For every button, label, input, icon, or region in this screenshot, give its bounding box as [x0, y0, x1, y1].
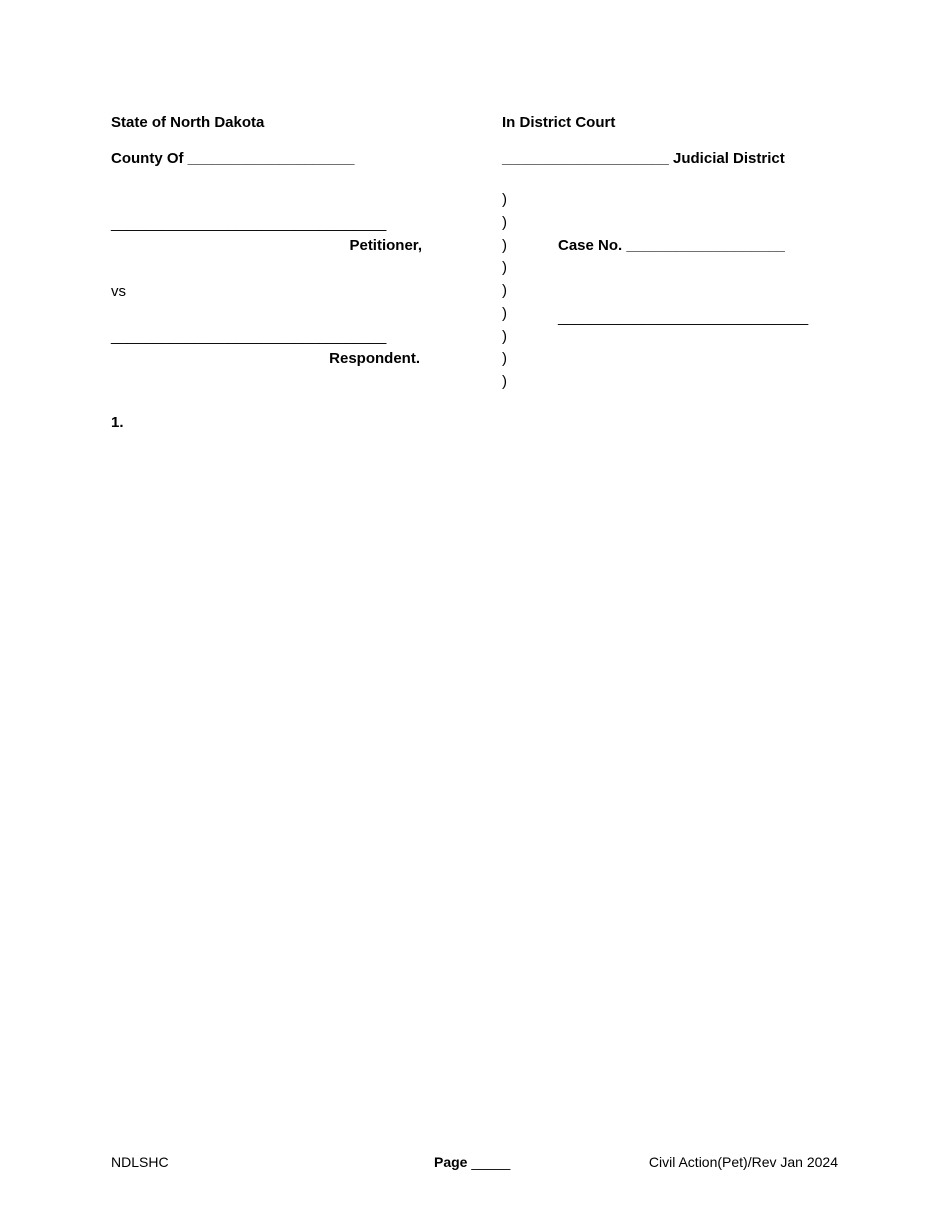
judicial-district-field: ____________________ Judicial District [502, 150, 785, 167]
respondent-label: Respondent. [329, 350, 420, 367]
caption-paren: ) [502, 305, 507, 322]
footer-page-blank: _____ [467, 1154, 511, 1170]
footer-org: NDLSHC [111, 1154, 169, 1170]
caption-paren: ) [502, 259, 507, 276]
petitioner-name-line: _________________________________ [111, 215, 387, 232]
caption-paren: ) [502, 191, 507, 208]
court-heading: In District Court [502, 114, 616, 131]
caption-paren: ) [502, 350, 507, 367]
versus-label: vs [111, 283, 126, 300]
caption-paren: ) [502, 214, 507, 231]
footer-form-id: Civil Action(Pet)/Rev Jan 2024 [648, 1154, 838, 1170]
county-field: County Of ____________________ [111, 150, 355, 167]
caption-paren: ) [502, 237, 507, 254]
item-number: 1. [111, 414, 124, 431]
state-heading: State of North Dakota [111, 114, 265, 131]
respondent-name-line: _________________________________ [111, 328, 387, 345]
document-title-line: ______________________________ [558, 309, 809, 326]
footer-page-label: Page [434, 1154, 468, 1170]
caption-paren: ) [502, 282, 507, 299]
caption-paren: ) [502, 373, 507, 390]
case-number-field: Case No. ___________________ [558, 237, 785, 254]
footer-page [434, 1152, 510, 1172]
petitioner-label: Petitioner, [349, 237, 422, 254]
caption-paren: ) [502, 328, 507, 345]
